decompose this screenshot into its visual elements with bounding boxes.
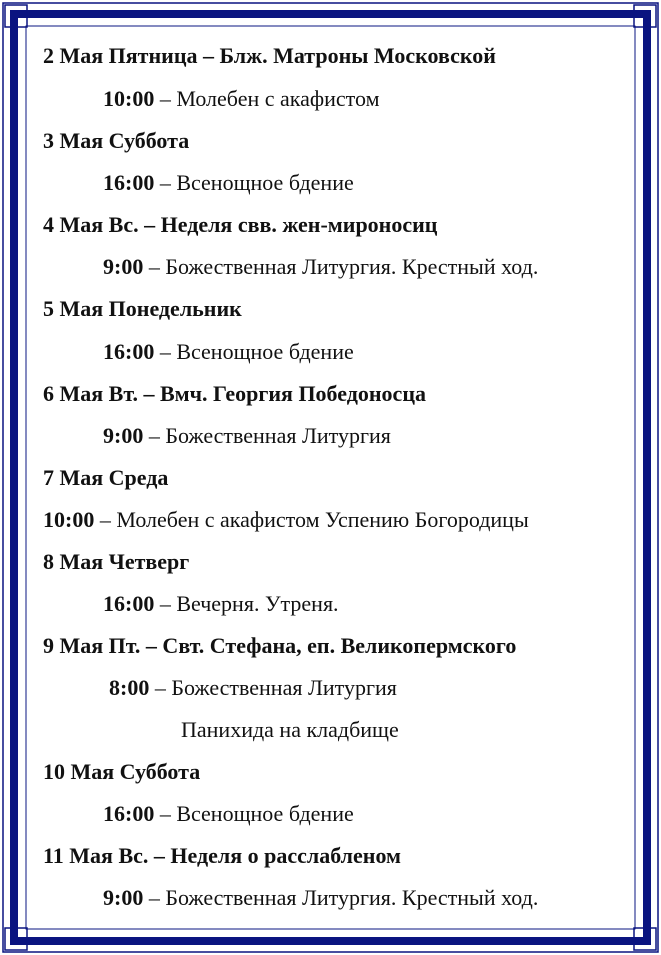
service-line: [103, 86, 380, 112]
service-time: 8:00: [109, 675, 150, 700]
day-heading: 4 Мая Вс. – Неделя свв. жен-мироносиц: [43, 212, 438, 237]
service-line: [103, 254, 538, 280]
service-name: – Всенощное бдение: [154, 170, 354, 195]
service-line: [43, 507, 529, 533]
service-line: [103, 801, 354, 827]
service-time: 16:00: [103, 801, 155, 826]
day-heading: 8 Мая Четверг: [43, 549, 190, 574]
day-heading: 2 Мая Пятница – Блж. Матроны Московской: [43, 43, 496, 68]
service-time: 9:00: [103, 423, 144, 448]
service-time: 10:00: [43, 507, 95, 532]
service-name: – Божественная Литургия: [143, 423, 391, 448]
day-heading: 11 Мая Вс. – Неделя о расслабленом: [43, 843, 402, 868]
service-time: 9:00: [103, 254, 144, 279]
service-time: 16:00: [103, 591, 155, 616]
day-heading: 3 Мая Суббота: [43, 128, 190, 153]
day-heading: 6 Мая Вт. – Вмч. Георгия Победоносца: [43, 381, 426, 406]
service-line: [181, 717, 399, 743]
service-name: – Божественная Литургия. Крестный ход.: [143, 885, 539, 910]
day-heading: 9 Мая Пт. – Свт. Стефана, еп. Великопермского: [43, 633, 517, 658]
service-name: – Молебен с акафистом Успению Богородицы: [94, 507, 529, 532]
service-line: [103, 423, 391, 449]
service-time: 16:00: [103, 339, 155, 364]
service-name: – Вечерня. Утреня.: [154, 591, 339, 616]
service-name: – Молебен с акафистом: [154, 86, 380, 111]
service-name: – Всенощное бдение: [154, 801, 354, 826]
service-line: [103, 591, 339, 617]
service-line: [103, 339, 354, 365]
service-name: – Божественная Литургия. Крестный ход.: [143, 254, 539, 279]
service-time: 16:00: [103, 170, 155, 195]
day-heading: 10 Мая Суббота: [43, 759, 201, 784]
service-line: [109, 675, 397, 701]
day-heading: 5 Мая Понедельник: [43, 296, 242, 321]
service-time: 10:00: [103, 86, 155, 111]
service-line: [103, 170, 354, 196]
service-name: – Божественная Литургия: [149, 675, 397, 700]
service-time: 9:00: [103, 885, 144, 910]
day-heading: 7 Мая Среда: [43, 465, 169, 490]
service-name: – Всенощное бдение: [154, 339, 354, 364]
service-line: [103, 885, 538, 911]
service-name: Панихида на кладбище: [181, 717, 399, 742]
